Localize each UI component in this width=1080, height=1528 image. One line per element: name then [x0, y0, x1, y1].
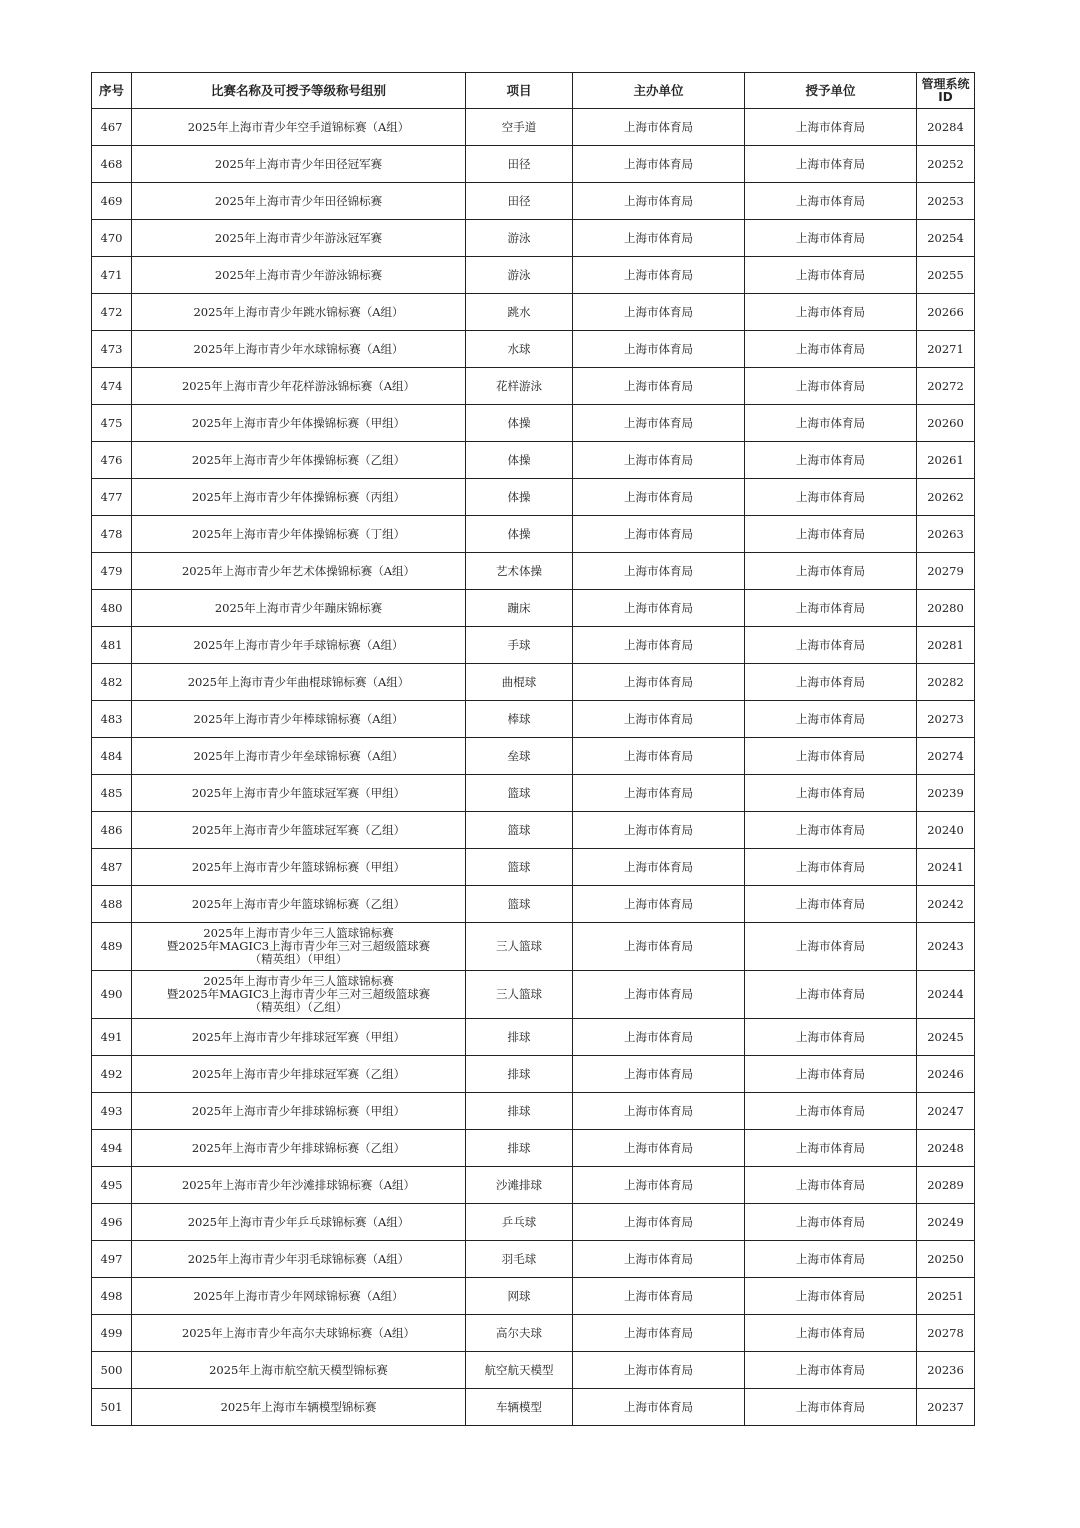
- row-competition-name: 2025年上海市青少年网球锦标赛（A组）: [132, 1278, 466, 1315]
- header-host: 主办单位: [573, 73, 745, 109]
- row-competition-name: 2025年上海市青少年三人篮球锦标赛 暨2025年MAGIC3上海市青少年三对三超级篮球赛 （精英组）（乙组）: [132, 971, 466, 1019]
- header-sport: 项目: [466, 73, 573, 109]
- row-host: 上海市体育局: [573, 1389, 745, 1426]
- row-system-id: 20279: [917, 553, 975, 590]
- row-host: 上海市体育局: [573, 479, 745, 516]
- table-row: [92, 368, 975, 405]
- row-grantor: 上海市体育局: [745, 516, 917, 553]
- row-number: 483: [92, 701, 132, 738]
- row-host: 上海市体育局: [573, 849, 745, 886]
- table-row: [92, 1019, 975, 1056]
- row-competition-name: 2025年上海市青少年手球锦标赛（A组）: [132, 627, 466, 664]
- row-sport: 高尔夫球: [466, 1315, 573, 1352]
- table-row: [92, 146, 975, 183]
- row-system-id: 20244: [917, 971, 975, 1019]
- row-sport: 篮球: [466, 775, 573, 812]
- row-sport: 游泳: [466, 257, 573, 294]
- row-number: 469: [92, 183, 132, 220]
- row-competition-name: 2025年上海市青少年田径冠军赛: [132, 146, 466, 183]
- row-sport: 航空航天模型: [466, 1352, 573, 1389]
- row-host: 上海市体育局: [573, 368, 745, 405]
- row-grantor: 上海市体育局: [745, 109, 917, 146]
- table-row: [92, 1130, 975, 1167]
- row-grantor: 上海市体育局: [745, 1278, 917, 1315]
- row-number: 498: [92, 1278, 132, 1315]
- row-competition-name: 2025年上海市青少年花样游泳锦标赛（A组）: [132, 368, 466, 405]
- row-number: 481: [92, 627, 132, 664]
- row-host: 上海市体育局: [573, 1056, 745, 1093]
- row-grantor: 上海市体育局: [745, 1019, 917, 1056]
- table-row: [92, 849, 975, 886]
- table-row: [92, 1352, 975, 1389]
- row-sport: 沙滩排球: [466, 1167, 573, 1204]
- row-system-id: 20284: [917, 109, 975, 146]
- row-system-id: 20252: [917, 146, 975, 183]
- row-host: 上海市体育局: [573, 1278, 745, 1315]
- row-sport: 蹦床: [466, 590, 573, 627]
- row-grantor: 上海市体育局: [745, 1241, 917, 1278]
- row-host: 上海市体育局: [573, 109, 745, 146]
- row-number: 493: [92, 1093, 132, 1130]
- row-host: 上海市体育局: [573, 775, 745, 812]
- row-competition-name: 2025年上海市青少年排球锦标赛（乙组）: [132, 1130, 466, 1167]
- row-host: 上海市体育局: [573, 1130, 745, 1167]
- row-sport: 体操: [466, 405, 573, 442]
- row-host: 上海市体育局: [573, 146, 745, 183]
- row-system-id: 20282: [917, 664, 975, 701]
- row-competition-name: 2025年上海市青少年体操锦标赛（甲组）: [132, 405, 466, 442]
- row-competition-name: 2025年上海市车辆模型锦标赛: [132, 1389, 466, 1426]
- row-sport: 体操: [466, 479, 573, 516]
- table-row: [92, 1056, 975, 1093]
- row-system-id: 20246: [917, 1056, 975, 1093]
- row-sport: 羽毛球: [466, 1241, 573, 1278]
- row-competition-name: 2025年上海市青少年篮球冠军赛（乙组）: [132, 812, 466, 849]
- row-number: 472: [92, 294, 132, 331]
- row-host: 上海市体育局: [573, 220, 745, 257]
- row-competition-name: 2025年上海市青少年高尔夫球锦标赛（A组）: [132, 1315, 466, 1352]
- row-competition-name: 2025年上海市青少年排球锦标赛（甲组）: [132, 1093, 466, 1130]
- row-competition-name: 2025年上海市青少年排球冠军赛（甲组）: [132, 1019, 466, 1056]
- row-number: 495: [92, 1167, 132, 1204]
- row-competition-name: 2025年上海市青少年艺术体操锦标赛（A组）: [132, 553, 466, 590]
- row-grantor: 上海市体育局: [745, 738, 917, 775]
- row-competition-name: 2025年上海市青少年体操锦标赛（乙组）: [132, 442, 466, 479]
- row-system-id: 20248: [917, 1130, 975, 1167]
- row-system-id: 20274: [917, 738, 975, 775]
- row-sport: 田径: [466, 183, 573, 220]
- row-grantor: 上海市体育局: [745, 183, 917, 220]
- row-competition-name: 2025年上海市青少年沙滩排球锦标赛（A组）: [132, 1167, 466, 1204]
- row-host: 上海市体育局: [573, 1167, 745, 1204]
- table-row: [92, 590, 975, 627]
- row-host: 上海市体育局: [573, 442, 745, 479]
- row-sport: 垒球: [466, 738, 573, 775]
- row-number: 499: [92, 1315, 132, 1352]
- row-number: 477: [92, 479, 132, 516]
- row-system-id: 20249: [917, 1204, 975, 1241]
- row-sport: 游泳: [466, 220, 573, 257]
- row-grantor: 上海市体育局: [745, 1056, 917, 1093]
- row-grantor: 上海市体育局: [745, 1167, 917, 1204]
- row-grantor: 上海市体育局: [745, 220, 917, 257]
- row-grantor: 上海市体育局: [745, 971, 917, 1019]
- table-row: [92, 886, 975, 923]
- table-row: [92, 294, 975, 331]
- row-competition-name: 2025年上海市青少年曲棍球锦标赛（A组）: [132, 664, 466, 701]
- row-sport: 篮球: [466, 849, 573, 886]
- row-sport: 跳水: [466, 294, 573, 331]
- row-sport: 排球: [466, 1019, 573, 1056]
- row-competition-name: 2025年上海市青少年田径锦标赛: [132, 183, 466, 220]
- table-row: [92, 701, 975, 738]
- row-number: 490: [92, 971, 132, 1019]
- row-host: 上海市体育局: [573, 627, 745, 664]
- row-competition-name: 2025年上海市青少年篮球锦标赛（甲组）: [132, 849, 466, 886]
- row-competition-name: 2025年上海市青少年垒球锦标赛（A组）: [132, 738, 466, 775]
- row-system-id: 20236: [917, 1352, 975, 1389]
- table-body: [92, 109, 975, 1426]
- row-competition-name: 2025年上海市青少年篮球锦标赛（乙组）: [132, 886, 466, 923]
- row-grantor: 上海市体育局: [745, 627, 917, 664]
- row-system-id: 20281: [917, 627, 975, 664]
- row-number: 500: [92, 1352, 132, 1389]
- row-host: 上海市体育局: [573, 1204, 745, 1241]
- competition-table: [91, 72, 975, 1426]
- row-system-id: 20247: [917, 1093, 975, 1130]
- row-grantor: 上海市体育局: [745, 849, 917, 886]
- row-host: 上海市体育局: [573, 1019, 745, 1056]
- row-sport: 空手道: [466, 109, 573, 146]
- row-sport: 体操: [466, 442, 573, 479]
- row-number: 474: [92, 368, 132, 405]
- table-row: [92, 1315, 975, 1352]
- row-number: 479: [92, 553, 132, 590]
- row-competition-name: 2025年上海市青少年三人篮球锦标赛 暨2025年MAGIC3上海市青少年三对三超级篮球赛 （精英组）（甲组）: [132, 923, 466, 971]
- row-competition-name: 2025年上海市青少年排球冠军赛（乙组）: [132, 1056, 466, 1093]
- row-system-id: 20255: [917, 257, 975, 294]
- row-competition-name: 2025年上海市青少年体操锦标赛（丙组）: [132, 479, 466, 516]
- table-row: [92, 1167, 975, 1204]
- row-host: 上海市体育局: [573, 1352, 745, 1389]
- row-system-id: 20262: [917, 479, 975, 516]
- table-row: [92, 183, 975, 220]
- header-system-id: 管理系统ID: [917, 73, 975, 109]
- row-number: 491: [92, 1019, 132, 1056]
- row-number: 488: [92, 886, 132, 923]
- row-host: 上海市体育局: [573, 1315, 745, 1352]
- table-row: [92, 1389, 975, 1426]
- row-host: 上海市体育局: [573, 971, 745, 1019]
- row-grantor: 上海市体育局: [745, 479, 917, 516]
- table-row: [92, 553, 975, 590]
- row-number: 501: [92, 1389, 132, 1426]
- row-competition-name: 2025年上海市青少年蹦床锦标赛: [132, 590, 466, 627]
- row-grantor: 上海市体育局: [745, 294, 917, 331]
- row-number: 467: [92, 109, 132, 146]
- row-grantor: 上海市体育局: [745, 1093, 917, 1130]
- table-row: [92, 1204, 975, 1241]
- row-number: 484: [92, 738, 132, 775]
- row-grantor: 上海市体育局: [745, 257, 917, 294]
- row-number: 494: [92, 1130, 132, 1167]
- table-row: [92, 1093, 975, 1130]
- row-competition-name: 2025年上海市航空航天模型锦标赛: [132, 1352, 466, 1389]
- row-system-id: 20263: [917, 516, 975, 553]
- row-host: 上海市体育局: [573, 516, 745, 553]
- row-sport: 排球: [466, 1093, 573, 1130]
- row-number: 497: [92, 1241, 132, 1278]
- table-row: [92, 1278, 975, 1315]
- table-row: [92, 812, 975, 849]
- row-sport: 曲棍球: [466, 664, 573, 701]
- row-grantor: 上海市体育局: [745, 368, 917, 405]
- row-host: 上海市体育局: [573, 553, 745, 590]
- row-competition-name: 2025年上海市青少年水球锦标赛（A组）: [132, 331, 466, 368]
- row-host: 上海市体育局: [573, 331, 745, 368]
- row-number: 468: [92, 146, 132, 183]
- row-sport: 体操: [466, 516, 573, 553]
- table-row: [92, 971, 975, 1019]
- row-sport: 水球: [466, 331, 573, 368]
- row-number: 492: [92, 1056, 132, 1093]
- row-host: 上海市体育局: [573, 1093, 745, 1130]
- row-host: 上海市体育局: [573, 590, 745, 627]
- row-host: 上海市体育局: [573, 701, 745, 738]
- row-competition-name: 2025年上海市青少年乒乓球锦标赛（A组）: [132, 1204, 466, 1241]
- row-system-id: 20271: [917, 331, 975, 368]
- row-system-id: 20289: [917, 1167, 975, 1204]
- row-host: 上海市体育局: [573, 812, 745, 849]
- row-system-id: 20254: [917, 220, 975, 257]
- row-competition-name: 2025年上海市青少年游泳锦标赛: [132, 257, 466, 294]
- table-row: [92, 1241, 975, 1278]
- row-number: 478: [92, 516, 132, 553]
- row-grantor: 上海市体育局: [745, 923, 917, 971]
- row-grantor: 上海市体育局: [745, 405, 917, 442]
- row-system-id: 20241: [917, 849, 975, 886]
- row-competition-name: 2025年上海市青少年羽毛球锦标赛（A组）: [132, 1241, 466, 1278]
- row-host: 上海市体育局: [573, 294, 745, 331]
- row-system-id: 20273: [917, 701, 975, 738]
- row-system-id: 20237: [917, 1389, 975, 1426]
- row-competition-name: 2025年上海市青少年体操锦标赛（丁组）: [132, 516, 466, 553]
- row-grantor: 上海市体育局: [745, 331, 917, 368]
- row-host: 上海市体育局: [573, 664, 745, 701]
- table-row: [92, 220, 975, 257]
- row-number: 496: [92, 1204, 132, 1241]
- row-competition-name: 2025年上海市青少年跳水锦标赛（A组）: [132, 294, 466, 331]
- row-host: 上海市体育局: [573, 886, 745, 923]
- header-number: 序号: [92, 73, 132, 109]
- row-sport: 艺术体操: [466, 553, 573, 590]
- row-system-id: 20278: [917, 1315, 975, 1352]
- row-system-id: 20261: [917, 442, 975, 479]
- row-host: 上海市体育局: [573, 257, 745, 294]
- row-number: 482: [92, 664, 132, 701]
- row-system-id: 20240: [917, 812, 975, 849]
- row-system-id: 20260: [917, 405, 975, 442]
- table-row: [92, 479, 975, 516]
- row-system-id: 20266: [917, 294, 975, 331]
- table-row: [92, 257, 975, 294]
- row-host: 上海市体育局: [573, 183, 745, 220]
- table-row: [92, 627, 975, 664]
- row-grantor: 上海市体育局: [745, 886, 917, 923]
- table-row: [92, 738, 975, 775]
- row-competition-name: 2025年上海市青少年空手道锦标赛（A组）: [132, 109, 466, 146]
- table-header-row: [92, 73, 975, 109]
- row-system-id: 20253: [917, 183, 975, 220]
- row-system-id: 20280: [917, 590, 975, 627]
- row-grantor: 上海市体育局: [745, 553, 917, 590]
- row-competition-name: 2025年上海市青少年篮球冠军赛（甲组）: [132, 775, 466, 812]
- row-number: 471: [92, 257, 132, 294]
- row-grantor: 上海市体育局: [745, 664, 917, 701]
- row-host: 上海市体育局: [573, 1241, 745, 1278]
- row-grantor: 上海市体育局: [745, 1130, 917, 1167]
- row-system-id: 20272: [917, 368, 975, 405]
- row-number: 486: [92, 812, 132, 849]
- row-sport: 三人篮球: [466, 923, 573, 971]
- row-sport: 乒乓球: [466, 1204, 573, 1241]
- row-number: 480: [92, 590, 132, 627]
- row-sport: 棒球: [466, 701, 573, 738]
- row-system-id: 20245: [917, 1019, 975, 1056]
- row-host: 上海市体育局: [573, 923, 745, 971]
- row-host: 上海市体育局: [573, 405, 745, 442]
- row-sport: 排球: [466, 1056, 573, 1093]
- row-number: 489: [92, 923, 132, 971]
- row-sport: 篮球: [466, 886, 573, 923]
- row-system-id: 20243: [917, 923, 975, 971]
- row-number: 475: [92, 405, 132, 442]
- row-system-id: 20251: [917, 1278, 975, 1315]
- row-host: 上海市体育局: [573, 738, 745, 775]
- row-sport: 排球: [466, 1130, 573, 1167]
- row-system-id: 20250: [917, 1241, 975, 1278]
- row-grantor: 上海市体育局: [745, 812, 917, 849]
- table-row: [92, 405, 975, 442]
- row-grantor: 上海市体育局: [745, 590, 917, 627]
- header-competition-name: 比赛名称及可授予等级称号组别: [132, 73, 466, 109]
- row-system-id: 20242: [917, 886, 975, 923]
- table-row: [92, 664, 975, 701]
- table-row: [92, 516, 975, 553]
- row-sport: 花样游泳: [466, 368, 573, 405]
- table-row: [92, 331, 975, 368]
- row-system-id: 20239: [917, 775, 975, 812]
- row-grantor: 上海市体育局: [745, 701, 917, 738]
- row-grantor: 上海市体育局: [745, 442, 917, 479]
- row-grantor: 上海市体育局: [745, 1204, 917, 1241]
- row-number: 485: [92, 775, 132, 812]
- row-number: 473: [92, 331, 132, 368]
- table-row: [92, 109, 975, 146]
- row-sport: 田径: [466, 146, 573, 183]
- row-competition-name: 2025年上海市青少年棒球锦标赛（A组）: [132, 701, 466, 738]
- row-sport: 车辆模型: [466, 1389, 573, 1426]
- row-number: 476: [92, 442, 132, 479]
- row-grantor: 上海市体育局: [745, 775, 917, 812]
- header-grantor: 授予单位: [745, 73, 917, 109]
- row-grantor: 上海市体育局: [745, 1315, 917, 1352]
- table-row: [92, 923, 975, 971]
- row-grantor: 上海市体育局: [745, 1389, 917, 1426]
- row-number: 470: [92, 220, 132, 257]
- table-row: [92, 442, 975, 479]
- row-sport: 三人篮球: [466, 971, 573, 1019]
- row-sport: 网球: [466, 1278, 573, 1315]
- row-sport: 手球: [466, 627, 573, 664]
- row-number: 487: [92, 849, 132, 886]
- row-grantor: 上海市体育局: [745, 1352, 917, 1389]
- row-sport: 篮球: [466, 812, 573, 849]
- table-row: [92, 775, 975, 812]
- row-competition-name: 2025年上海市青少年游泳冠军赛: [132, 220, 466, 257]
- row-grantor: 上海市体育局: [745, 146, 917, 183]
